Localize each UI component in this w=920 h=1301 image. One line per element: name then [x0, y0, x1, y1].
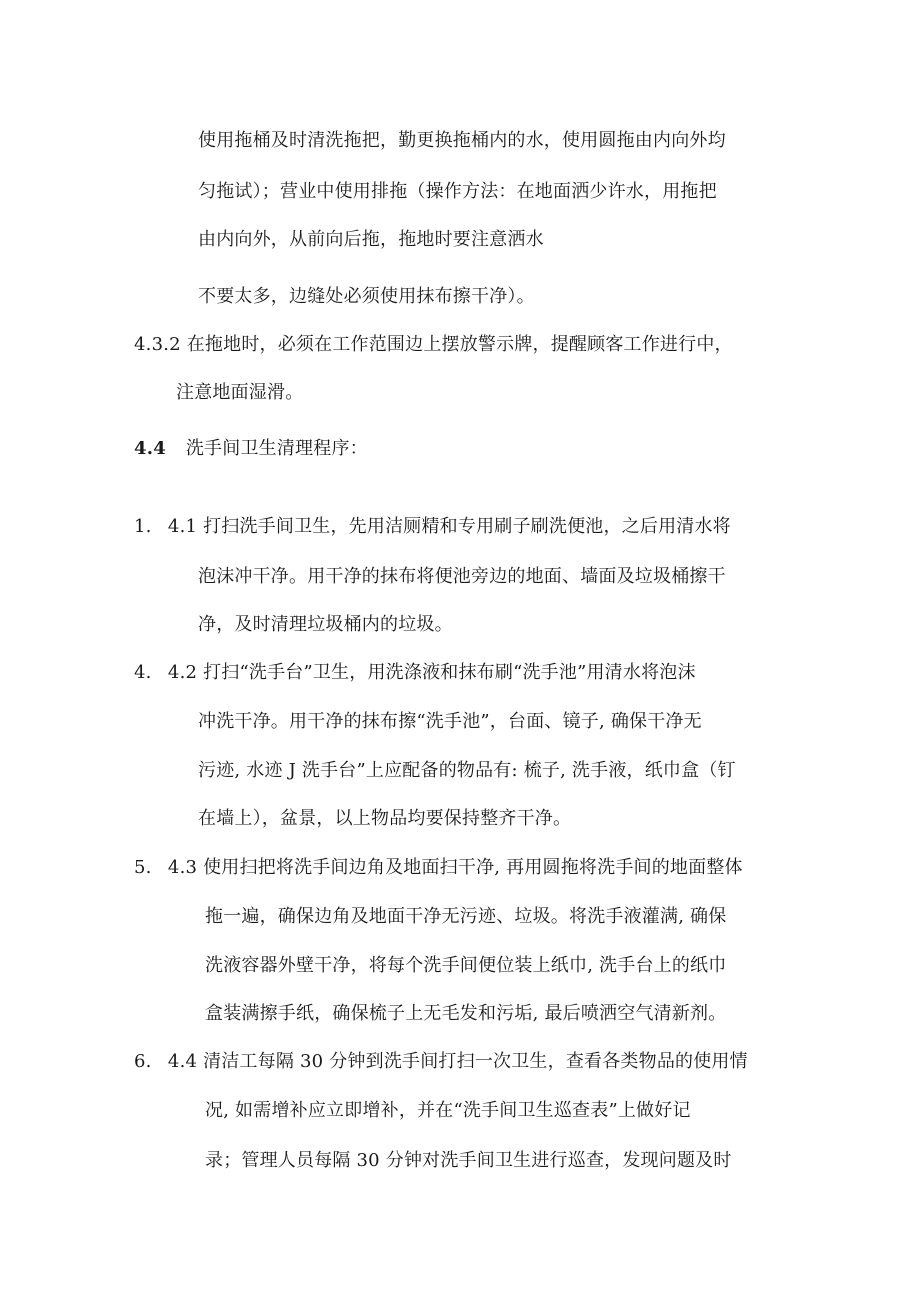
list-marker: 4. — [134, 662, 152, 683]
list-item-4-4 — [134, 1050, 748, 1074]
list-item-4-2 — [134, 661, 696, 685]
item-text: 使用扫把将洗手间边角及地面扫干净, 再用圆拖将洗手间的地面整体 — [203, 857, 743, 878]
list-item-4-1 — [134, 515, 731, 539]
list-item-4-3-line-4: 盒装满擦手纸，确保梳子上无毛发和污垢, 最后喷洒空气清新剂。 — [205, 1003, 727, 1024]
list-item-4-3-line-3: 洗液容器外壁干净，将每个洗手间便位装上纸巾, 洗手台上的纸巾 — [205, 955, 727, 976]
section-number: 4.4 — [134, 438, 166, 459]
list-item-4-3 — [134, 856, 743, 880]
list-item-4-1-line-3: 净，及时清理垃圾桶内的垃圾。 — [198, 614, 453, 635]
section-text: 在拖地时，必须在工作范围边上摆放警示牌，提醒顾客工作进行中， — [186, 334, 733, 355]
list-item-4-3-line-2: 拖一遍，确保边角及地面干净无污迹、垃圾。将洗手液灌满, 确保 — [205, 906, 727, 927]
sub-number: 4.3 — [167, 857, 198, 878]
list-marker: 6. — [134, 1051, 152, 1072]
sub-number: 4.4 — [167, 1051, 198, 1072]
intro-line-1: 使用拖桶及时清洗拖把，勤更换拖桶内的水，使用圆拖由内向外均 — [198, 130, 726, 151]
list-marker: 1. — [134, 516, 152, 537]
section-title: 洗手间卫生清理程序： — [185, 438, 368, 459]
list-item-4-1-line-2: 泡沫冲干净。用干净的抹布将便池旁边的地面、墙面及垃圾桶擦干 — [198, 566, 726, 587]
intro-line-2: 匀拖试）；营业中使用排拖（操作方法：在地面洒少许水，用拖把 — [198, 181, 717, 202]
sub-number: 4.2 — [167, 662, 198, 683]
section-number: 4.3.2 — [134, 334, 181, 355]
item-text: 打扫洗手间卫生，先用洁厕精和专用刷子刷洗便池，之后用清水将 — [203, 516, 731, 537]
intro-line-4: 不要太多，边缝处必须使用抹布擦干净）。 — [198, 286, 535, 307]
intro-line-3: 由内向外，从前向后拖，拖地时要注意洒水 — [198, 229, 544, 250]
item-text: 打扫“洗手台”卫生，用洗涤液和抹布刷“洗手池”用清水将泡沫 — [203, 662, 696, 683]
list-item-4-4-line-2: 况, 如需增补应立即增补，并在“洗手间卫生巡查表”上做好记 — [205, 1100, 691, 1121]
list-item-4-2-line-2: 冲洗干净。用干净的抹布擦“洗手池”，台面、镜子, 确保干净无 — [198, 711, 702, 732]
list-item-4-4-line-3: 录；管理人员每隔 30 分钟对洗手间卫生进行巡查，发现问题及时 — [205, 1150, 732, 1171]
section-4-3-2-line-2: 注意地面湿滑。 — [176, 382, 304, 403]
sub-number: 4.1 — [167, 516, 198, 537]
item-text: 清洁工每隔 30 分钟到洗手间打扫一次卫生，查看各类物品的使用情 — [203, 1051, 748, 1072]
list-item-4-2-line-4: 在墙上），盆景，以上物品均要保持整齐干净。 — [198, 808, 572, 829]
list-item-4-2-line-3: 污迹, 水迹 J 洗手台”上应配备的物品有: 梳子, 洗手液，纸巾盒（钉 — [198, 760, 736, 781]
section-4-4-heading — [134, 437, 368, 461]
section-4-3-2 — [134, 333, 733, 357]
list-marker: 5. — [134, 857, 152, 878]
